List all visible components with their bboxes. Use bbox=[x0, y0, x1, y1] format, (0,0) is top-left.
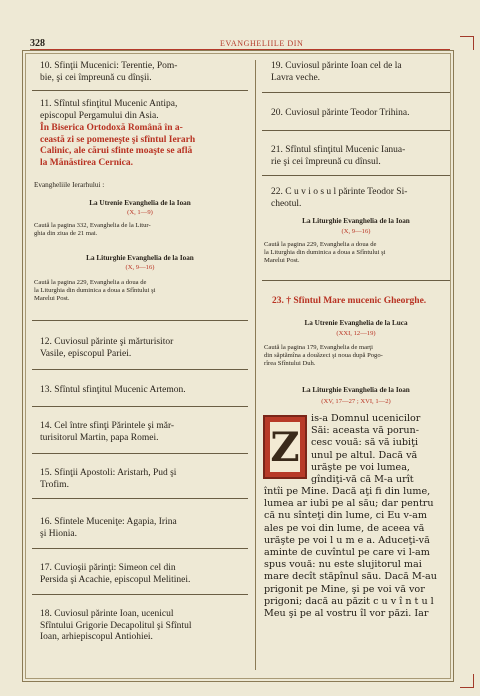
text-line: Caută la pagina 179, Evanghelia de marţi bbox=[264, 344, 373, 351]
entry-10 bbox=[40, 61, 250, 84]
entry-20: 20. Cuviosul părinte Teodor Trihina. bbox=[271, 108, 410, 118]
entry-line: cheotul. bbox=[271, 198, 302, 209]
entry-line: Ioan, arhiepiscopul Antiohiei. bbox=[40, 632, 153, 642]
running-head: EVANGHELIILE DIN bbox=[220, 39, 304, 48]
utrenie-ref: (X, 1—9) bbox=[127, 209, 153, 216]
entry-line: 22. C u v i o s u l părinte Teodor Si- bbox=[271, 187, 408, 197]
separator bbox=[262, 280, 450, 281]
separator bbox=[32, 90, 248, 91]
entry-line: şi Hionia. bbox=[40, 528, 77, 539]
entry-line: 12. Cuviosul părinte şi mărturisitor bbox=[40, 337, 174, 347]
lit22-text bbox=[264, 241, 450, 265]
reading-line: unul pe altul. Dacă vă bbox=[311, 449, 418, 461]
page-number: 328 bbox=[30, 38, 45, 49]
reading-line: gîndiţi-vă că M-a urît bbox=[311, 474, 414, 486]
reading-line: Săi: aceasta vă porun- bbox=[311, 425, 419, 437]
text-line: Caută la pagina 332, Evanghelia de la Litur- bbox=[34, 222, 151, 229]
entry-line: Sfîntului Grigorie Decapolitul şi Sfîntul bbox=[40, 620, 192, 631]
note-line: În Biserica Ortodoxă Română în a- bbox=[40, 123, 183, 133]
entry-18 bbox=[40, 609, 252, 644]
liturghie-text bbox=[34, 279, 248, 303]
entry-15 bbox=[40, 468, 250, 491]
text-line: la Liturghia din duminica a doua a Sfîntului şi bbox=[34, 287, 156, 294]
separator bbox=[32, 369, 248, 370]
entry-17 bbox=[40, 563, 252, 586]
reading-line: lumea ar iubi pe al său; dar pentru bbox=[264, 498, 434, 510]
text-line: Marelui Post. bbox=[34, 295, 70, 302]
text-line: Caută la pagina 229, Evanghelia a doua de bbox=[264, 241, 377, 248]
note-line: la Mănăstirea Cernica. bbox=[40, 157, 133, 168]
liturghie-title: La Liturghie Evanghelia de la Ioan bbox=[86, 254, 194, 262]
utr23-text bbox=[264, 344, 450, 368]
reading-line: spus vouă: nu este slujitorul mai bbox=[264, 559, 422, 571]
column-divider bbox=[255, 60, 256, 670]
text-line: din săptămîna a douăzeci şi noua după Pogo- bbox=[264, 352, 383, 359]
liturghie-ref: (X, 9—16) bbox=[125, 264, 155, 271]
corner-ornament bbox=[460, 674, 474, 688]
entry-line: 21. Sfîntul sfinţitul Mucenic Ianua- bbox=[271, 145, 406, 155]
entry-14 bbox=[40, 421, 250, 444]
note-line: Calinic, ale cărui sfinte moaşte se află bbox=[40, 146, 193, 156]
entry-line: Lavra veche. bbox=[271, 72, 321, 83]
reading-line: mare decît stăpînul său. Dacă M-au bbox=[264, 571, 437, 583]
entry-line: 19. Cuviosul părinte Ioan cel de la bbox=[271, 61, 402, 71]
reading-line: urăşte pe voi lumea, bbox=[311, 461, 410, 473]
entry-12 bbox=[40, 337, 250, 360]
separator bbox=[262, 130, 450, 131]
drop-cap-letter: Z bbox=[270, 423, 300, 471]
entry-line: Trofim. bbox=[40, 479, 69, 490]
gospel-reading-intro bbox=[311, 413, 453, 486]
text-line: Marelui Post. bbox=[264, 257, 300, 264]
reading-line: întîi pe Mine. Dacă aţi fi din lume, bbox=[264, 486, 431, 497]
corner-ornament bbox=[460, 36, 474, 50]
separator bbox=[32, 406, 248, 407]
entry-11-note bbox=[40, 123, 252, 169]
entry-line: 16. Sfintele Muceniţe: Agapia, Irina bbox=[40, 517, 177, 527]
page-header bbox=[30, 38, 450, 52]
separator bbox=[32, 498, 248, 499]
note-line: ceastă zi se pomeneşte şi sfîntul Ierarh bbox=[40, 134, 196, 145]
entry-13: 13. Sfîntul sfinţitul Mucenic Artemon. bbox=[40, 385, 186, 395]
entry-22 bbox=[271, 187, 451, 210]
gospel-reading-body bbox=[264, 486, 454, 620]
reading-line: urăşte pe voi l u m e a. Aduceţi-vă bbox=[264, 534, 430, 546]
lit22-title: La Liturghie Evanghelia de la Ioan bbox=[302, 217, 410, 225]
text-line: ghia din ziua de 21 mai. bbox=[34, 230, 98, 237]
entry-line: Vasile, episcopul Pariei. bbox=[40, 348, 132, 359]
utr23-ref: (XXI, 12—19) bbox=[336, 330, 376, 337]
utr23-title: La Utrenie Evanghelia de la Luca bbox=[304, 319, 408, 327]
reading-line: Meu şi pe al vostru îl vor păzi. Iar bbox=[264, 608, 429, 620]
reading-line: is-a Domnul ucenicilor bbox=[311, 413, 421, 424]
header-rule bbox=[30, 49, 450, 50]
reading-line: prigoni; dacă au păzit c u v î n t u l bbox=[264, 595, 434, 607]
entry-line: 18. Cuviosul părinte Ioan, ucenicul bbox=[40, 609, 174, 619]
separator bbox=[32, 320, 248, 321]
drop-cap bbox=[263, 415, 307, 479]
utrenie-title: La Utrenie Evanghelia de la Ioan bbox=[89, 199, 191, 207]
entry-line: 15. Sfinţii Apostoli: Aristarh, Pud şi bbox=[40, 468, 177, 478]
text-line: rîrea Sfîntului Duh. bbox=[264, 360, 316, 367]
lit23-ref: (XV, 17—27 ; XVI, 1—2) bbox=[321, 398, 391, 405]
lit23-title: La Liturghie Evanghelia de la Ioan bbox=[302, 386, 410, 394]
text-line: Caută la pagina 229, Evanghelia a doua de bbox=[34, 279, 147, 286]
separator bbox=[32, 594, 248, 595]
reading-line: cesc vouă: să vă iubiţi bbox=[311, 437, 419, 449]
entry-line: 14. Cel între sfinţi Părintele şi măr- bbox=[40, 421, 175, 431]
entry-21 bbox=[271, 145, 451, 168]
entry-line: 11. Sfîntul sfinţitul Mucenic Antipa, bbox=[40, 99, 178, 109]
reading-line: ales pe voi din lume, de aceea vă bbox=[264, 522, 425, 534]
entry-line: turisitorul Martin, papa Romei. bbox=[40, 432, 159, 443]
reading-line: că nu sînteţi din lume, ci Eu v-am bbox=[264, 510, 427, 522]
separator bbox=[32, 453, 248, 454]
entry-line: Persida şi Acachie, episcopul Melitinei. bbox=[40, 574, 191, 585]
reading-line: aminte de cuvîntul pe care vi l-am bbox=[264, 547, 430, 559]
lit22-ref: (X, 9—16) bbox=[341, 228, 371, 235]
entry-11 bbox=[40, 99, 250, 122]
utrenie-text bbox=[34, 222, 248, 238]
ierarh-heading: Evangheliile Ierarhului : bbox=[34, 181, 105, 189]
separator bbox=[262, 92, 450, 93]
entry-line: 10. Sfinţii Mucenici: Terentie, Pom- bbox=[40, 61, 178, 71]
text-line: la Liturghia din duminica a doua a Sfîntului şi bbox=[264, 249, 386, 256]
entry-16 bbox=[40, 517, 250, 540]
entry-19 bbox=[271, 61, 451, 84]
entry-line: 17. Cuvioşii părinţi: Simeon cel din bbox=[40, 563, 176, 573]
separator bbox=[32, 548, 248, 549]
reading-line: prigonit pe Mine, şi pe voi vă vor bbox=[264, 583, 425, 595]
entry-23: 23. † Sfîntul Mare mucenic Gheorghe. bbox=[272, 296, 427, 306]
entry-line: rie şi cei împreună cu dînsul. bbox=[271, 156, 381, 167]
entry-line: episcopul Pergamului din Asia. bbox=[40, 110, 159, 121]
separator bbox=[262, 175, 450, 176]
entry-line: bie, şi cei împreună cu dînşii. bbox=[40, 72, 152, 83]
